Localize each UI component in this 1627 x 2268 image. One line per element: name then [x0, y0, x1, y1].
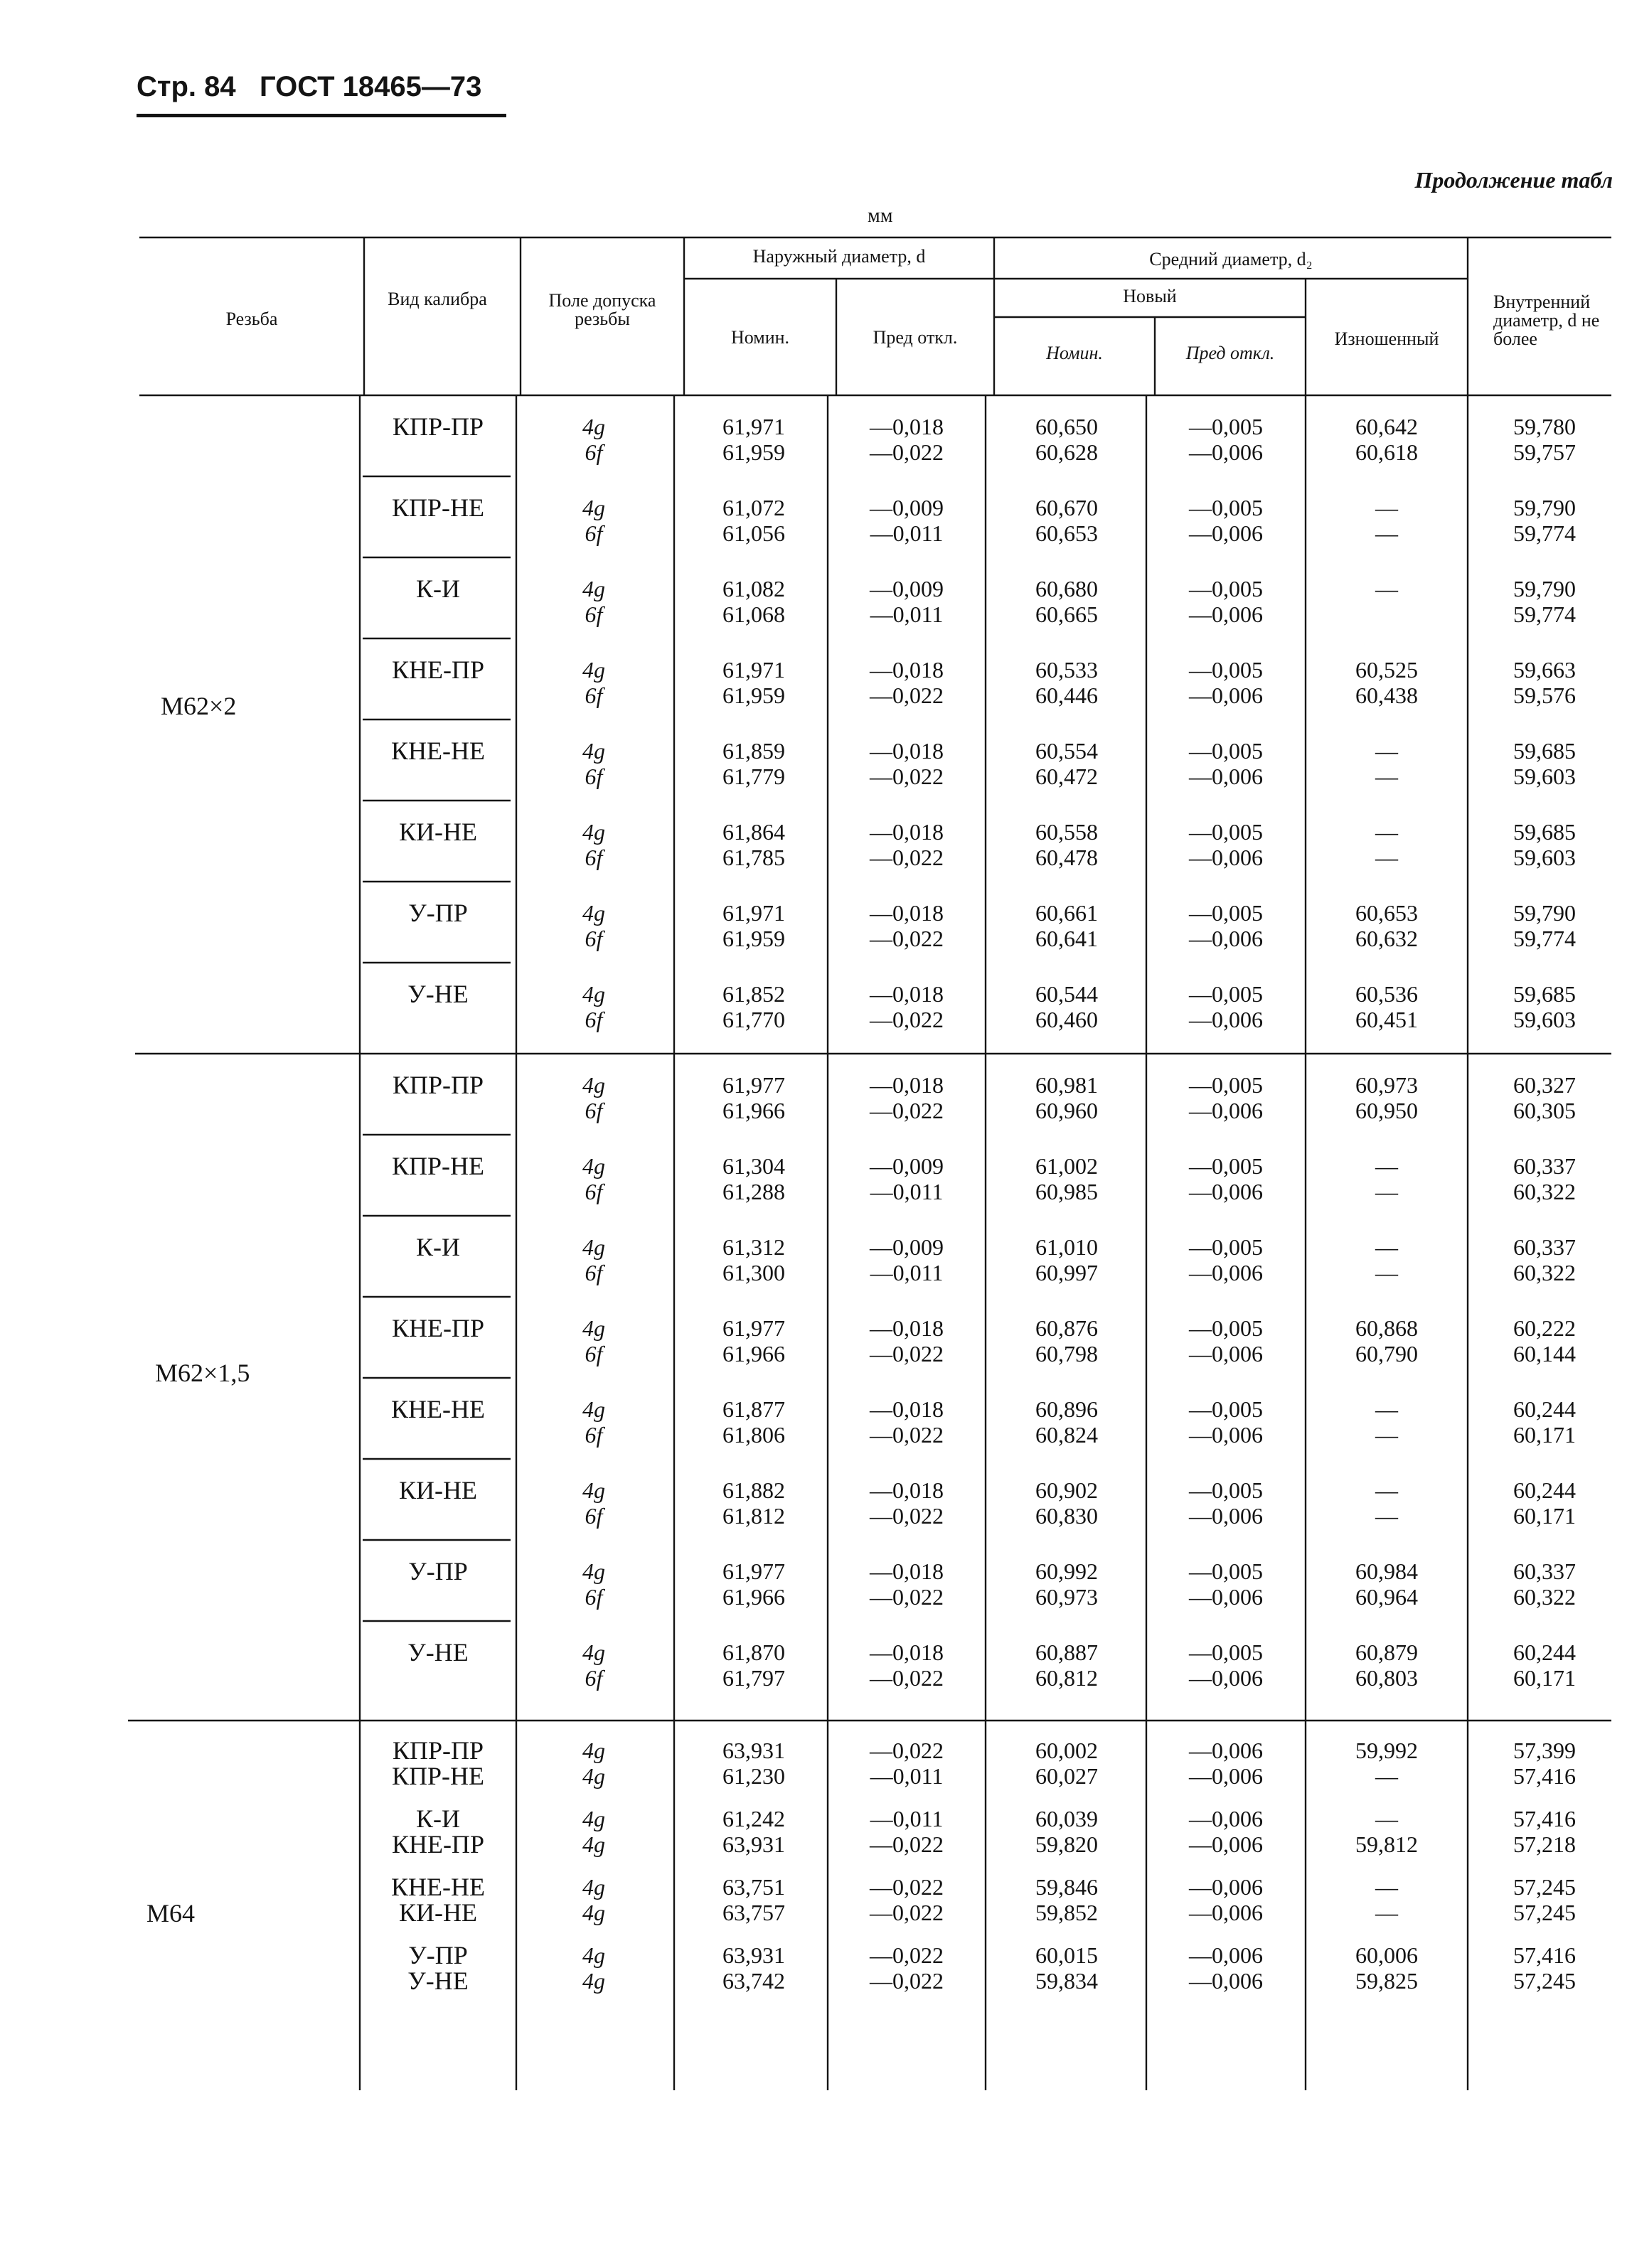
- gauge-type-cell: К-И: [416, 1233, 460, 1261]
- col-outer-nominal-header: Номин.: [730, 327, 790, 348]
- outer-nominal-cell: 61,312 61,300: [722, 1234, 785, 1285]
- pitch-deviation-cell: —0,006 —0,006: [1189, 1942, 1263, 1994]
- outer-deviation-cell: —0,018 —0,022: [870, 738, 944, 789]
- tolerance-cell: 4g 4g: [582, 1942, 605, 1994]
- outer-nominal-cell: 61,082 61,068: [722, 576, 785, 627]
- tolerance-cell: 4g 6f: [582, 981, 605, 1032]
- pitch-deviation-cell: —0,006 —0,006: [1189, 1874, 1263, 1925]
- pitch-deviation-cell: —0,005 —0,006: [1189, 1153, 1263, 1204]
- pitch-nominal-cell: 60,039 59,820: [1035, 1806, 1098, 1857]
- pitch-nominal-cell: 60,981 60,960: [1035, 1072, 1098, 1123]
- col-worn-header: Изношенный: [1334, 328, 1439, 349]
- gauge-type-cell: КНЕ-НЕ: [391, 1395, 485, 1423]
- gauge-type-cell: КНЕ-ПР: [391, 1314, 484, 1342]
- pitch-deviation-cell: —0,006 —0,006: [1189, 1738, 1263, 1789]
- col-outer-deviation-header: Пред откл.: [873, 327, 958, 348]
- worn-cell: 60,006 59,825: [1355, 1942, 1418, 1994]
- pitch-nominal-cell: 60,661 60,641: [1035, 900, 1098, 951]
- outer-deviation-cell: —0,009 —0,011: [870, 1234, 944, 1285]
- outer-deviation-cell: —0,009 —0,011: [870, 1153, 944, 1204]
- pitch-nominal-cell: 60,896 60,824: [1035, 1396, 1098, 1448]
- gauge-type-cell: К-И КНЕ-ПР: [391, 1804, 484, 1858]
- gauge-type-cell: КПР-ПР КПР-НЕ: [391, 1736, 484, 1790]
- tolerance-cell: 4g 6f: [582, 738, 605, 789]
- gauge-type-cell: К-И: [416, 574, 460, 603]
- outer-deviation-cell: —0,022 —0,022: [870, 1874, 944, 1925]
- gauge-type-cell: У-ПР У-НЕ: [407, 1941, 469, 1995]
- pitch-nominal-cell: 60,670 60,653: [1035, 495, 1098, 546]
- col-thread-header: Резьба: [225, 309, 278, 329]
- inner-diameter-cell: 59,780 59,757: [1513, 414, 1576, 465]
- worn-cell: 59,992 —: [1355, 1738, 1418, 1789]
- pitch-deviation-cell: —0,005 —0,006: [1189, 1315, 1263, 1366]
- outer-nominal-cell: 61,882 61,812: [722, 1477, 785, 1529]
- tolerance-cell: 4g 4g: [582, 1738, 605, 1789]
- outer-nominal-cell: 61,870 61,797: [722, 1640, 785, 1691]
- pitch-deviation-cell: —0,005 —0,006: [1189, 1558, 1263, 1610]
- outer-deviation-cell: —0,022 —0,022: [870, 1942, 944, 1994]
- tolerance-cell: 4g 6f: [582, 1153, 605, 1204]
- pitch-deviation-cell: —0,005 —0,006: [1189, 1640, 1263, 1691]
- outer-nominal-cell: 61,852 61,770: [722, 981, 785, 1032]
- outer-nominal-cell: 61,072 61,056: [722, 495, 785, 546]
- pitch-nominal-cell: 60,544 60,460: [1035, 981, 1098, 1032]
- col-outer-diameter-header: Наружный диаметр, d: [752, 246, 926, 267]
- outer-nominal-cell: 61,977 61,966: [722, 1558, 785, 1610]
- inner-diameter-cell: 60,244 60,171: [1513, 1396, 1576, 1448]
- gauge-type-cell: КПР-НЕ: [391, 493, 484, 522]
- gauge-type-cell: У-ПР: [408, 1557, 468, 1585]
- col-new-header: Новый: [1123, 286, 1177, 306]
- gauge-type-cell: КИ-НЕ: [399, 818, 477, 846]
- tolerance-cell: 4g 6f: [582, 414, 605, 465]
- thread-label-m64: М64: [146, 1899, 196, 1927]
- worn-cell: — 59,812: [1355, 1806, 1418, 1857]
- pitch-nominal-cell: 60,902 60,830: [1035, 1477, 1098, 1529]
- inner-diameter-cell: 59,685 59,603: [1513, 738, 1576, 789]
- page-label: Стр. 84: [137, 71, 236, 102]
- pitch-nominal-cell: 60,533 60,446: [1035, 657, 1098, 708]
- worn-cell: 60,653 60,632: [1355, 900, 1418, 951]
- pitch-nominal-cell: 60,015 59,834: [1035, 1942, 1098, 1994]
- pitch-nominal-cell: 60,887 60,812: [1035, 1640, 1098, 1691]
- inner-diameter-cell: 59,790 59,774: [1513, 495, 1576, 546]
- tolerance-cell: 4g 6f: [582, 1396, 605, 1448]
- col-tolerance-header: Поле допуска резьбы: [548, 290, 656, 329]
- tolerance-cell: 4g 6f: [582, 495, 605, 546]
- tolerance-cell: 4g 6f: [582, 819, 605, 870]
- inner-diameter-cell: 60,222 60,144: [1513, 1315, 1576, 1366]
- col-gauge-header: Вид калибра: [388, 289, 487, 309]
- pitch-nominal-cell: 60,650 60,628: [1035, 414, 1098, 465]
- col-inner-diameter-header: Внутренний диаметр, d не более: [1493, 291, 1600, 349]
- gauge-type-cell: У-НЕ: [407, 980, 469, 1008]
- pitch-deviation-cell: —0,005 —0,006: [1189, 414, 1263, 465]
- col-pitch-nominal-header: Номин.: [1046, 343, 1103, 363]
- pitch-deviation-cell: —0,005 —0,006: [1189, 819, 1263, 870]
- pitch-deviation-cell: —0,005 —0,006: [1189, 657, 1263, 708]
- outer-deviation-cell: —0,018 —0,022: [870, 981, 944, 1032]
- worn-cell: 60,868 60,790: [1355, 1315, 1418, 1366]
- inner-diameter-cell: 60,244 60,171: [1513, 1477, 1576, 1529]
- worn-cell: — —: [1375, 495, 1398, 546]
- outer-nominal-cell: 61,977 61,966: [722, 1072, 785, 1123]
- outer-deviation-cell: —0,018 —0,022: [870, 1477, 944, 1529]
- gauge-type-cell: КПР-НЕ: [391, 1152, 484, 1180]
- worn-cell: —: [1375, 576, 1398, 601]
- pitch-deviation-cell: —0,005 —0,006: [1189, 1477, 1263, 1529]
- outer-deviation-cell: —0,009 —0,011: [870, 576, 944, 627]
- outer-nominal-cell: 61,864 61,785: [722, 819, 785, 870]
- unit-label: мм: [868, 205, 893, 227]
- gauge-type-cell: КНЕ-НЕ КИ-НЕ: [391, 1873, 485, 1927]
- outer-deviation-cell: —0,009 —0,011: [870, 495, 944, 546]
- outer-nominal-cell: 61,242 63,931: [722, 1806, 785, 1857]
- outer-nominal-cell: 61,971 61,959: [722, 900, 785, 951]
- inner-diameter-cell: 60,337 60,322: [1513, 1234, 1576, 1285]
- inner-diameter-cell: 57,416 57,218: [1513, 1806, 1576, 1857]
- gauge-type-cell: КНЕ-НЕ: [391, 737, 485, 765]
- inner-diameter-cell: 60,337 60,322: [1513, 1153, 1576, 1204]
- pitch-nominal-cell: 60,002 60,027: [1035, 1738, 1098, 1789]
- outer-deviation-cell: —0,018 —0,022: [870, 414, 944, 465]
- pitch-deviation-cell: —0,005 —0,006: [1189, 576, 1263, 627]
- inner-diameter-cell: 57,416 57,245: [1513, 1942, 1576, 1994]
- pitch-nominal-cell: 60,876 60,798: [1035, 1315, 1098, 1366]
- pitch-deviation-cell: —0,005 —0,006: [1189, 900, 1263, 951]
- worn-cell: — —: [1375, 1874, 1398, 1925]
- tolerance-cell: 4g 6f: [582, 576, 605, 627]
- outer-deviation-cell: —0,018 —0,022: [870, 819, 944, 870]
- standard-number: ГОСТ 18465—73: [259, 71, 482, 102]
- pitch-nominal-cell: 60,680 60,665: [1035, 576, 1098, 627]
- outer-nominal-cell: 61,877 61,806: [722, 1396, 785, 1448]
- tolerance-cell: 4g 6f: [582, 1477, 605, 1529]
- worn-cell: — —: [1375, 1153, 1398, 1204]
- pitch-nominal-cell: 60,992 60,973: [1035, 1558, 1098, 1610]
- worn-cell: 60,525 60,438: [1355, 657, 1418, 708]
- tolerance-cell: 4g 6f: [582, 1558, 605, 1610]
- outer-nominal-cell: 63,931 63,742: [722, 1942, 785, 1994]
- tolerance-cell: 4g 6f: [582, 1234, 605, 1285]
- outer-deviation-cell: —0,018 —0,022: [870, 1315, 944, 1366]
- tolerance-cell: 4g 6f: [582, 900, 605, 951]
- inner-diameter-cell: 59,685 59,603: [1513, 981, 1576, 1032]
- outer-deviation-cell: —0,022 —0,011: [870, 1738, 944, 1789]
- pitch-deviation-cell: —0,005 —0,006: [1189, 981, 1263, 1032]
- col-pitch-deviation-header: Пред откл.: [1185, 343, 1275, 363]
- outer-deviation-cell: —0,018 —0,022: [870, 1396, 944, 1448]
- outer-deviation-cell: —0,018 —0,022: [870, 900, 944, 951]
- pitch-deviation-cell: —0,005 —0,006: [1189, 1072, 1263, 1123]
- gauge-type-cell: КИ-НЕ: [399, 1476, 477, 1504]
- outer-nominal-cell: 61,977 61,966: [722, 1315, 785, 1366]
- tolerance-cell: 4g 6f: [582, 1072, 605, 1123]
- inner-diameter-cell: 60,244 60,171: [1513, 1640, 1576, 1691]
- worn-cell: — —: [1375, 738, 1398, 789]
- continuation-label: Продолжение табл: [1414, 167, 1613, 193]
- worn-cell: 60,973 60,950: [1355, 1072, 1418, 1123]
- tolerance-cell: 4g 6f: [582, 1640, 605, 1691]
- pitch-deviation-cell: —0,006 —0,006: [1189, 1806, 1263, 1857]
- gauge-type-cell: КПР-ПР: [392, 1071, 484, 1099]
- outer-nominal-cell: 61,971 61,959: [722, 414, 785, 465]
- outer-deviation-cell: —0,018 —0,022: [870, 1072, 944, 1123]
- gauge-type-cell: КНЕ-ПР: [391, 656, 484, 684]
- outer-deviation-cell: —0,018 —0,022: [870, 657, 944, 708]
- worn-cell: — —: [1375, 1234, 1398, 1285]
- tolerance-cell: 4g 6f: [582, 1315, 605, 1366]
- inner-diameter-cell: 57,245 57,245: [1513, 1874, 1576, 1925]
- outer-nominal-cell: 61,304 61,288: [722, 1153, 785, 1204]
- outer-nominal-cell: 61,971 61,959: [722, 657, 785, 708]
- worn-cell: 60,536 60,451: [1355, 981, 1418, 1032]
- inner-diameter-cell: 59,790 59,774: [1513, 576, 1576, 627]
- inner-diameter-cell: 59,663 59,576: [1513, 657, 1576, 708]
- outer-deviation-cell: —0,018 —0,022: [870, 1640, 944, 1691]
- inner-diameter-cell: 60,337 60,322: [1513, 1558, 1576, 1610]
- pitch-deviation-cell: —0,005 —0,006: [1189, 1234, 1263, 1285]
- col-pitch-diameter-header: Средний диаметр, d₂: [1149, 249, 1313, 269]
- worn-cell: 60,984 60,964: [1355, 1558, 1418, 1610]
- gauge-type-cell: КПР-ПР: [392, 412, 484, 441]
- pitch-nominal-cell: 60,554 60,472: [1035, 738, 1098, 789]
- gauge-type-cell: У-ПР: [408, 899, 468, 927]
- worn-cell: — —: [1375, 1396, 1398, 1448]
- tolerance-cell: 4g 4g: [582, 1874, 605, 1925]
- inner-diameter-cell: 59,790 59,774: [1513, 900, 1576, 951]
- outer-deviation-cell: —0,011 —0,022: [870, 1806, 944, 1857]
- pitch-deviation-cell: —0,005 —0,006: [1189, 495, 1263, 546]
- pitch-nominal-cell: 61,010 60,997: [1035, 1234, 1098, 1285]
- thread-label-m62x2: М62×2: [161, 692, 237, 720]
- outer-nominal-cell: 63,931 61,230: [722, 1738, 785, 1789]
- outer-nominal-cell: 63,751 63,757: [722, 1874, 785, 1925]
- worn-cell: 60,879 60,803: [1355, 1640, 1418, 1691]
- outer-nominal-cell: 61,859 61,779: [722, 738, 785, 789]
- worn-cell: — —: [1375, 819, 1398, 870]
- pitch-nominal-cell: 61,002 60,985: [1035, 1153, 1098, 1204]
- inner-diameter-cell: 57,399 57,416: [1513, 1738, 1576, 1789]
- pitch-nominal-cell: 59,846 59,852: [1035, 1874, 1098, 1925]
- tolerance-cell: 4g 4g: [582, 1806, 605, 1857]
- thread-label-m62x1-5: М62×1,5: [155, 1359, 250, 1387]
- outer-deviation-cell: —0,018 —0,022: [870, 1558, 944, 1610]
- worn-cell: — —: [1375, 1477, 1398, 1529]
- gauge-type-cell: У-НЕ: [407, 1638, 469, 1667]
- tolerance-cell: 4g 6f: [582, 657, 605, 708]
- pitch-deviation-cell: —0,005 —0,006: [1189, 1396, 1263, 1448]
- inner-diameter-cell: 60,327 60,305: [1513, 1072, 1576, 1123]
- inner-diameter-cell: 59,685 59,603: [1513, 819, 1576, 870]
- worn-cell: 60,642 60,618: [1355, 414, 1418, 465]
- pitch-deviation-cell: —0,005 —0,006: [1189, 738, 1263, 789]
- pitch-nominal-cell: 60,558 60,478: [1035, 819, 1098, 870]
